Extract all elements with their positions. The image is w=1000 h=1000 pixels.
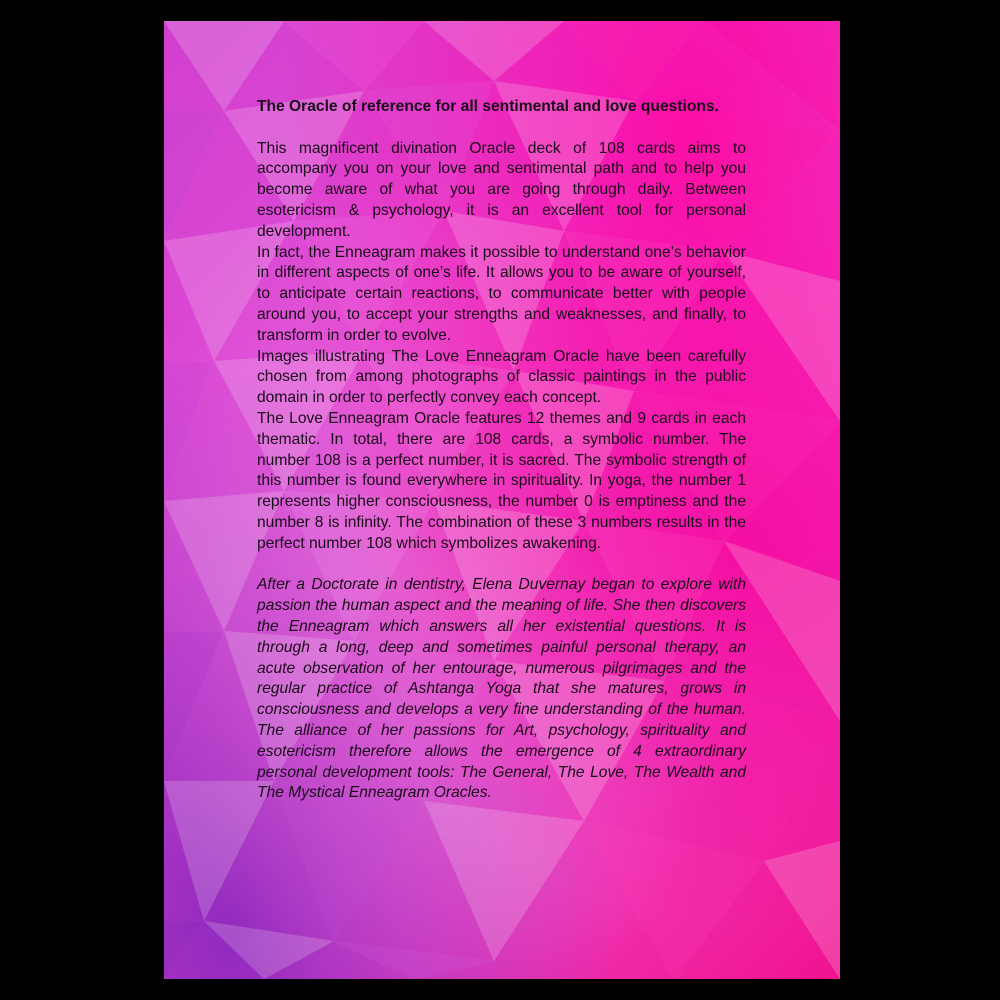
paragraph-enneagram: In fact, the Enneagram makes it possible to understand one’s behavior in different aspects of one’s life. It allows you to be aware of yourself, to anticipate certain reactions, to communicate better with people around you, to accept your strengths and weaknesses, and finally, to transform in order to evolve. [257,243,746,344]
paragraph-themes: The Love Enneagram Oracle features 12 themes and 9 cards in each thematic. In total, there are 108 cards, a symbolic number. The number 108 is a perfect number, it is sacred. The symbolic strength of this number is found everywhere in spirituality. In yoga, the number 1 represents higher consciousness, the number 0 is emptiness and the number 8 is infinity. The combination of these 3 numbers results in the perfect number 108 which symbolizes awakening. [257,409,746,552]
author-bio: After a Doctorate in dentistry, Elena Duvernay began to explore with passion the human aspect and the meaning of life. She then discovers the Enneagram which answers all her existential questions. It is through a long, deep and sometimes painful personal therapy, an acute observation of her entourage, numerous pilgrimages and the regular practice of Ashtanga Yoga that she matures, grows in consciousness and develops a very fine understanding of the human. The alliance of her passions for Art, psychology, spirituality and esotericism therefore allows the emergence of 4 extraordinary personal development tools: The General, The Love, The Wealth and The Mystical Enneagram Oracles. [257,576,746,802]
paragraph-images: Images illustrating The Love Enneagram Oracle have been carefully chosen from among photographs of classic paintings in the public domain in order to perfectly convey each concept. [257,347,746,407]
paragraph-intro: This magnificent divination Oracle deck of 108 cards aims to accompany you on your love and sentimental path and to help you become aware of what you are going through daily. Between esotericism & psychology, it is an excellent tool for personal development. [257,139,746,240]
book-back-cover [164,21,840,979]
cover-heading: The Oracle of reference for all sentimental and love questions. [257,98,719,115]
cover-text [257,97,746,804]
